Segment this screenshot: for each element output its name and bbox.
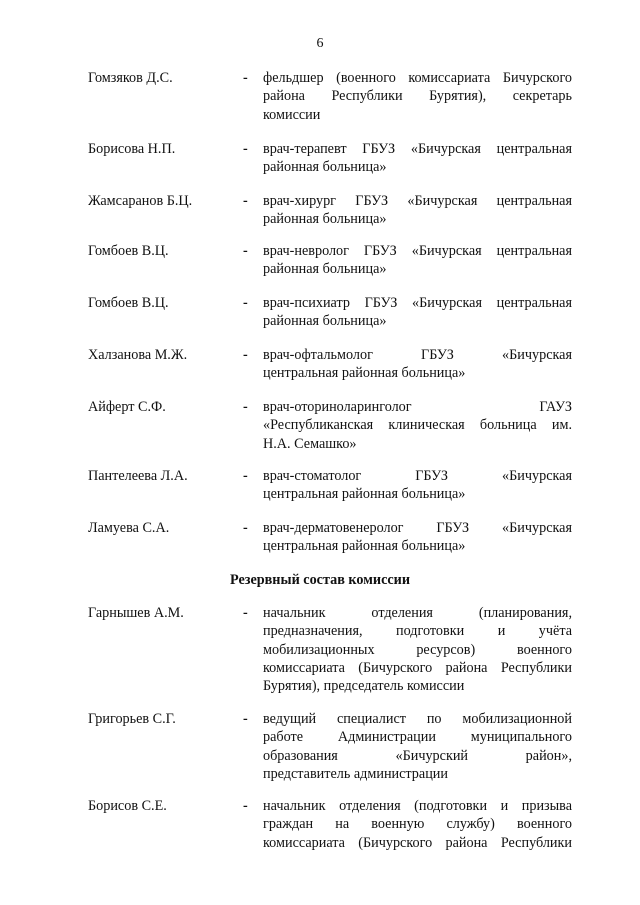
member-name: Айферт С.Ф. — [88, 399, 166, 415]
member-name: Гарнышев А.М. — [88, 605, 184, 621]
dash-separator: - — [243, 347, 248, 363]
dash-separator: - — [243, 141, 248, 157]
member-description: врач-дерматовенеролог ГБУЗ «Бичурская центральная районная больница» — [263, 520, 572, 555]
member-description: врач-офтальмолог ГБУЗ «Бичурская центральная районная больница» — [263, 347, 572, 382]
member-description: врач-хирург ГБУЗ «Бичурская центральная районная больница» — [263, 193, 572, 228]
member-description: врач-оториноларинголог ГАУЗ «Республиканская клиническая больница им. Н.А. Семашко» — [263, 399, 572, 452]
member-name: Ламуева С.А. — [88, 520, 170, 536]
dash-separator: - — [243, 798, 248, 814]
dash-separator: - — [243, 193, 248, 209]
member-description: начальник отделения (подготовки и призыва граждан на военную службу) военного комиссариата (Бичурского района Республики — [263, 798, 572, 851]
member-description: врач-терапевт ГБУЗ «Бичурская центральная районная больница» — [263, 141, 572, 176]
member-description: врач-стоматолог ГБУЗ «Бичурская центральная районная больница» — [263, 468, 572, 503]
member-name: Гомбоев В.Ц. — [88, 243, 169, 259]
member-name: Жамсаранов Б.Ц. — [88, 193, 193, 209]
dash-separator: - — [243, 468, 248, 484]
dash-separator: - — [243, 243, 248, 259]
reserve-section-title: Резервный состав комиссии — [229, 572, 411, 588]
dash-separator: - — [243, 520, 248, 536]
member-name: Григорьев С.Г. — [88, 711, 176, 727]
member-name: Халзанова М.Ж. — [88, 347, 188, 363]
dash-separator: - — [243, 711, 248, 727]
dash-separator: - — [243, 605, 248, 621]
member-description: ведущий специалист по мобилизационной работе Администрации муниципального образования «Бичурский район», представитель администрации — [263, 711, 572, 782]
member-description: фельдшер (военного комиссариата Бичурского района Республики Бурятия), секретарь комиссии — [263, 70, 572, 123]
member-name: Борисова Н.П. — [88, 141, 176, 157]
page-number: 6 — [316, 36, 324, 51]
member-name: Гомзяков Д.С. — [88, 70, 173, 86]
member-name: Пантелеева Л.А. — [88, 468, 188, 484]
dash-separator: - — [243, 295, 248, 311]
member-name: Гомбоев В.Ц. — [88, 295, 169, 311]
dash-separator: - — [243, 70, 248, 86]
dash-separator: - — [243, 399, 248, 415]
member-name: Борисов С.Е. — [88, 798, 167, 814]
member-description: начальник отделения (планирования, предназначения, подготовки и учёта мобилизационных ресурсов) военного комиссариата (Бичурского района Республики Бурятия), председатель комиссии — [263, 605, 572, 695]
member-description: врач-невролог ГБУЗ «Бичурская центральная районная больница» — [263, 243, 572, 278]
member-description: врач-психиатр ГБУЗ «Бичурская центральная районная больница» — [263, 295, 572, 330]
